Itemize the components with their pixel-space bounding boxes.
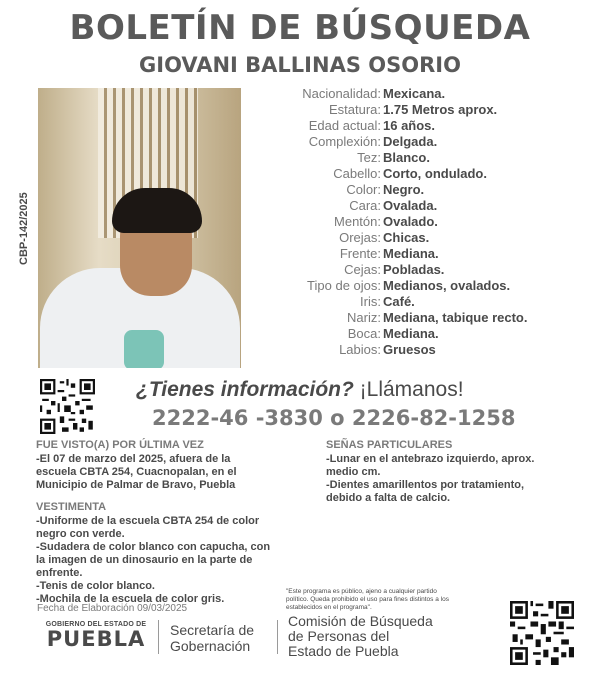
dinosaur-print <box>124 330 164 368</box>
attribute-row: Edad actual: 16 años. <box>308 118 436 133</box>
clothing-heading: VESTIMENTA <box>36 501 107 513</box>
attribute-row: Cara: Ovalada. <box>349 198 438 213</box>
info-question: ¿Tienes información? <box>136 378 354 401</box>
elaboration-date: Fecha de Elaboración 09/03/2025 <box>37 603 188 614</box>
contact-phones[interactable]: 2222-46 -3830 o 2226-82-1258 <box>152 406 516 430</box>
bulletin-title: BOLETÍN DE BÚSQUEDA <box>69 8 531 48</box>
attribute-row: Mentón: Ovalado. <box>334 214 438 229</box>
attribute-row: Frente: Mediana. <box>339 246 439 261</box>
attribute-row: Iris: Café. <box>360 294 415 309</box>
legal-notice: "Este programa es público, ajeno a cualquier partido político. Queda prohibido el uso para fines distintos a los establecidos en el programa". <box>286 588 449 611</box>
comision-logo: Comisión de Búsqueda de Personas del Estado de Puebla <box>288 613 433 659</box>
marks-text: -Lunar en el antebrazo izquierdo, aprox. medio cm. -Dientes amarillentos por tratamiento, debido a falta de calcio. <box>326 453 535 504</box>
qr-code-icon[interactable] <box>40 379 95 434</box>
attribute-row: Estatura: 1.75 Metros aprox. <box>328 102 498 117</box>
qr-code-icon[interactable] <box>510 601 574 665</box>
attribute-row: Labios: Gruesos <box>339 342 436 357</box>
attribute-row: Cabello: Corto, ondulado. <box>333 166 487 181</box>
footer-divider <box>277 620 278 654</box>
attribute-row: Cejas: Pobladas. <box>344 262 445 277</box>
person-name: GIOVANI BALLINAS OSORIO <box>139 53 461 77</box>
attribute-row: Tez: Blanco. <box>357 150 430 165</box>
info-prompt <box>136 378 596 402</box>
attribute-row: Color: Negro. <box>346 182 425 197</box>
attribute-row: Orejas: Chicas. <box>339 230 430 245</box>
physical-attributes <box>252 86 592 358</box>
puebla-logo: GOBIERNO DEL ESTADO DE PUEBLA <box>45 621 147 651</box>
info-call: ¡Llámanos! <box>353 378 464 401</box>
attribute-row: Boca: Mediana. <box>347 326 439 341</box>
attribute-row: Complexión: Delgada. <box>308 134 438 149</box>
secretaria-logo: Secretaría de Gobernación <box>170 622 255 654</box>
footer-divider <box>158 620 159 654</box>
last-seen-heading: FUE VISTO(A) POR ÚLTIMA VEZ <box>36 439 204 451</box>
clothing-text: -Uniforme de la escuela CBTA 254 de color negro con verde. -Sudadera de color blanco con capucha, con la imagen de un dinosaurio en la parte de enfrente. -Tenis de color blanco. -Mochila de la escuela de color gris. <box>36 515 271 605</box>
person-photo <box>38 88 241 368</box>
case-id: CBP-142/2025 <box>18 192 30 265</box>
last-seen-text: -El 07 de marzo del 2025, afuera de la escuela CBTA 254, Cuacnopalan, en el Municipio de Palmar de Bravo, Puebla <box>36 453 237 491</box>
attribute-row: Nacionalidad: Mexicana. <box>302 86 446 101</box>
attribute-row: Nariz: Mediana, tabique recto. <box>347 310 528 325</box>
attribute-row: Tipo de ojos: Medianos, ovalados. <box>307 278 511 293</box>
marks-heading: SEÑAS PARTICULARES <box>326 439 453 451</box>
